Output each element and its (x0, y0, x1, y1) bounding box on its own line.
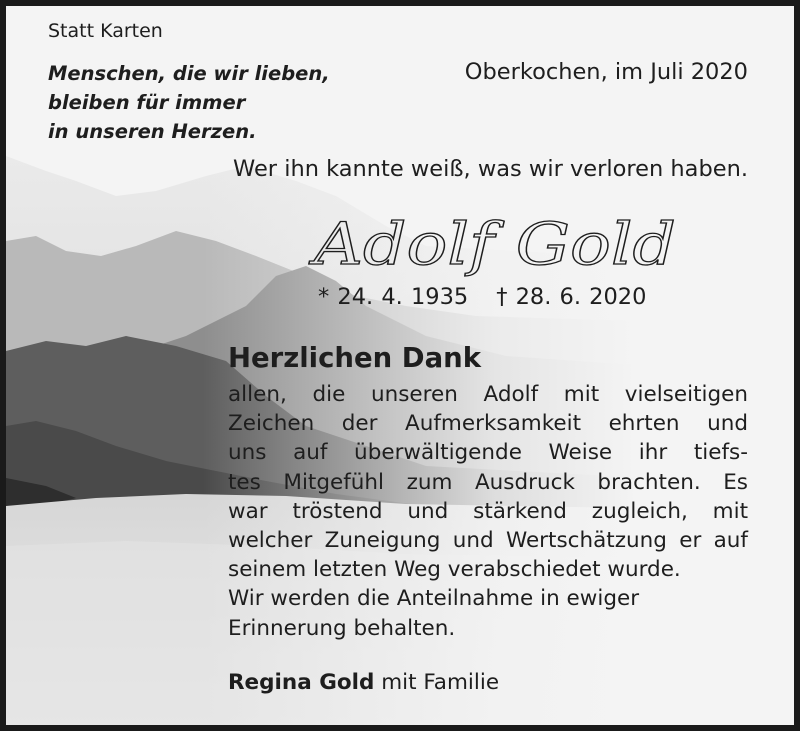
motto-line: in unseren Herzen. (48, 120, 257, 143)
motto-text (48, 59, 330, 146)
thanks-body (228, 380, 748, 643)
thanks-heading: Herzlichen Dank (228, 342, 482, 374)
motto-line: Menschen, die wir lieben, (48, 62, 330, 85)
death-date: † 28. 6. 2020 (496, 284, 647, 310)
deceased-name-script (306, 202, 686, 292)
thanks-line: Wir werden die Anteilnahme in ewiger (228, 586, 640, 612)
thanks-line: uns auf überwältigende Weise ihr tiefs- (228, 440, 748, 466)
place-date: Oberkochen, im Juli 2020 (464, 59, 748, 85)
motto-line: bleiben für immer (48, 91, 246, 114)
thanks-line: tes Mitgefühl zum Ausdruck brachten. Es (228, 469, 748, 495)
quote-line: Wer ihn kannte weiß, was wir verloren haben. (233, 156, 748, 182)
signature (228, 670, 499, 695)
signature-suffix: mit Familie (381, 670, 500, 695)
thanks-line: seinem letzten Weg verabschiedet wurde. (228, 557, 681, 583)
thanks-line: Zeichen der Aufmerksamkeit ehrten und (228, 411, 748, 437)
statt-karten-label: Statt Karten (48, 20, 163, 42)
thanks-line: Erinnerung behalten. (228, 615, 456, 641)
signature-name: Regina Gold (228, 670, 375, 695)
thanks-line: welcher Zuneigung und Wertschätzung er auf (228, 528, 748, 554)
thanks-line: allen, die unseren Adolf mit vielseitigen (228, 382, 748, 407)
thanks-line: war tröstend und stärkend zugleich, mit (228, 498, 748, 524)
life-dates (318, 284, 646, 310)
birth-date: * 24. 4. 1935 (318, 284, 469, 310)
deceased-name: Adolf Gold (308, 210, 676, 278)
